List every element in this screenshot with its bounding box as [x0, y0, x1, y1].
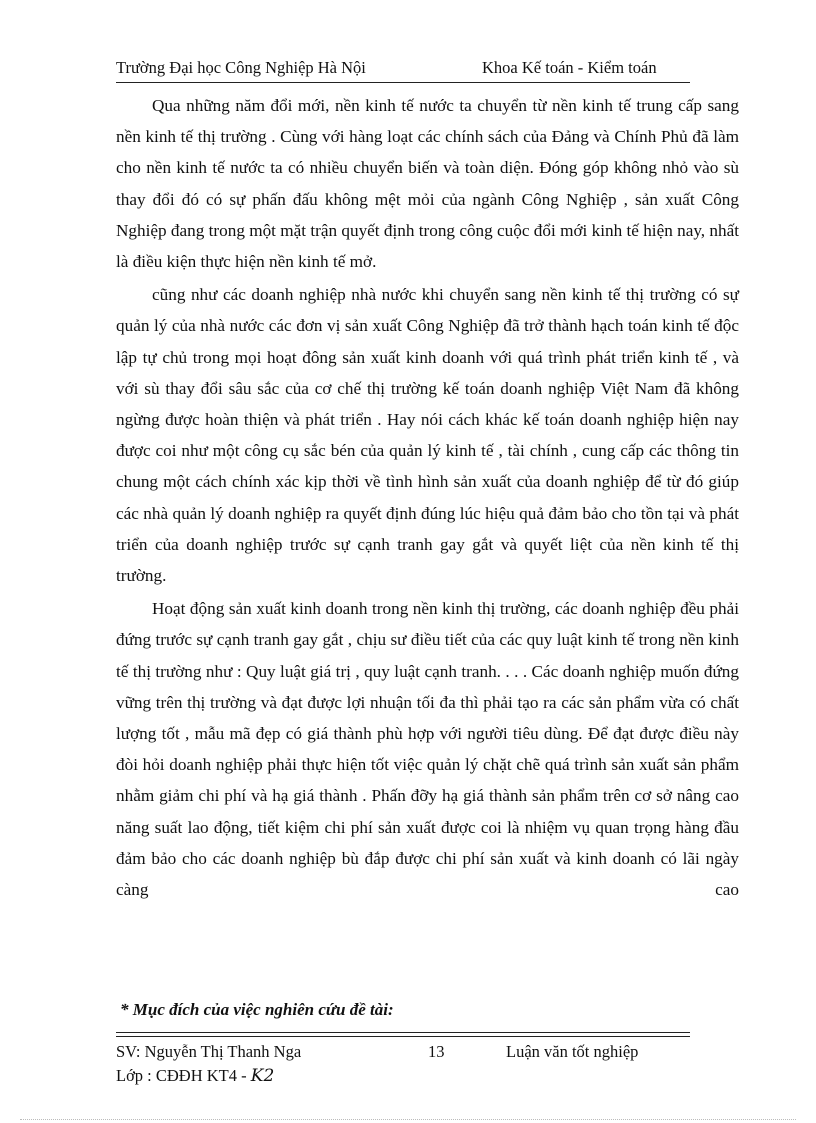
footer-class-suffix: K2	[250, 1066, 275, 1086]
footer-rule-top	[116, 1032, 690, 1033]
footer-thesis-label: Luận văn tốt nghiệp	[506, 1042, 639, 1061]
footer-page-number: 13	[428, 1042, 445, 1061]
paragraph-economy-reform: Qua những năm đổi mới, nền kinh tế nước ta chuyển từ nền kinh tế trung cấp sang nền kinh tế thị trường . Cùng với hàng loạt các chính sách của Đảng và Chính Phủ đã làm cho nền kinh tế nước ta có nhiều chuyển biến và toàn diện. Đóng góp không nhỏ vào sù thay đổi đó có sự phấn đấu không mệt mỏi của ngành Công Nghiệp , sản xuất Công Nghiệp đang trong một mặt trận quyết định trong công cuộc đổi mới kinh tế hiện nay, nhất là điều kiện thực hiện nền kinh tế mở.	[116, 96, 739, 272]
footer-student-name: SV: Nguyễn Thị Thanh Nga	[116, 1042, 302, 1061]
document-body	[116, 90, 739, 905]
paragraph-enterprise-accounting: cũng như các doanh nghiệp nhà nước khi chuyển sang nền kinh tế thị trường có sự quản lý của nhà nước các đơn vị sản xuất Công Nghiệp đã trở thành hạch toán kinh tế độc lập tự chủ trong mọi hoạt đông sản xuất kinh doanh với quá trình phát triển kinh tế , và với sù thay đổi sâu sắc của cơ chế thị trường kế toán doanh nghiệp Việt Nam đã không ngừng được hoàn thiện và phát triển . Hay nói cách khác kế toán doanh nghiệp hiện nay được coi như một công cụ sắc bén của quản lý kinh tế , tài chính , cung cấp các thông tin chung một cách chính xác kịp thời về tình hình sản xuất của doanh nghiệp để từ đó giúp các nhà quản lý doanh nghiệp ra quyết định đúng lúc hiệu quả đảm bảo cho tồn tại và phát triển của doanh nghiệp trước sự cạnh tranh gay gắt và quyết liệt của nền kinh tế thị trường.	[116, 285, 739, 586]
paragraph-market-competition: Hoạt động sản xuất kinh doanh trong nền kinh thị trường, các doanh nghiệp đều phải đứng trước sự cạnh tranh gay gắt , chịu sư điều tiết của các quy luật kinh tế trong nền kinh tế thị trường như : Quy luật giá trị , quy luật cạnh tranh. . . . Các doanh nghiệp muốn đứng vững trên thị trường và đạt được lợi nhuận tối đa thì phải tạo ra các sản phẩm vừa có chất lượng tốt , mẫu mã đẹp có giá thành phù hợp với người tiêu dùng. Để đạt được điều này đòi hỏi doanh nghiệp phải thực hiện tốt việc quản lý chặt chẽ quá trình sản xuất sản phẩm nhằm giảm chi phí và hạ giá thành . Phấn đỡy hạ giá thành sản phẩm trên cơ sở nâng cao năng suất lao động, tiết kiệm chi phí sản xuất được coi là nhiệm vụ quan trọng hàng đầu đảm bảo cho các doanh nghiệp bù đắp được chi phí sản xuất và kinh doanh có lãi ngày càng cao	[116, 599, 739, 900]
footer-rule-bottom	[116, 1036, 690, 1037]
footer-class-line	[116, 1066, 274, 1086]
section-heading: * Mục đích của việc nghiên cứu đề tài:	[120, 1000, 394, 1019]
page-header	[116, 58, 690, 82]
footer-class-label: Lớp : CĐĐH KT4 -	[116, 1066, 251, 1085]
header-rule	[116, 82, 690, 83]
header-university: Trường Đại học Công Nghiệp Hà Nội	[116, 58, 366, 77]
header-faculty: Khoa Kế toán - Kiểm toán	[482, 58, 657, 77]
page-bottom-dotted-line	[20, 1119, 796, 1120]
